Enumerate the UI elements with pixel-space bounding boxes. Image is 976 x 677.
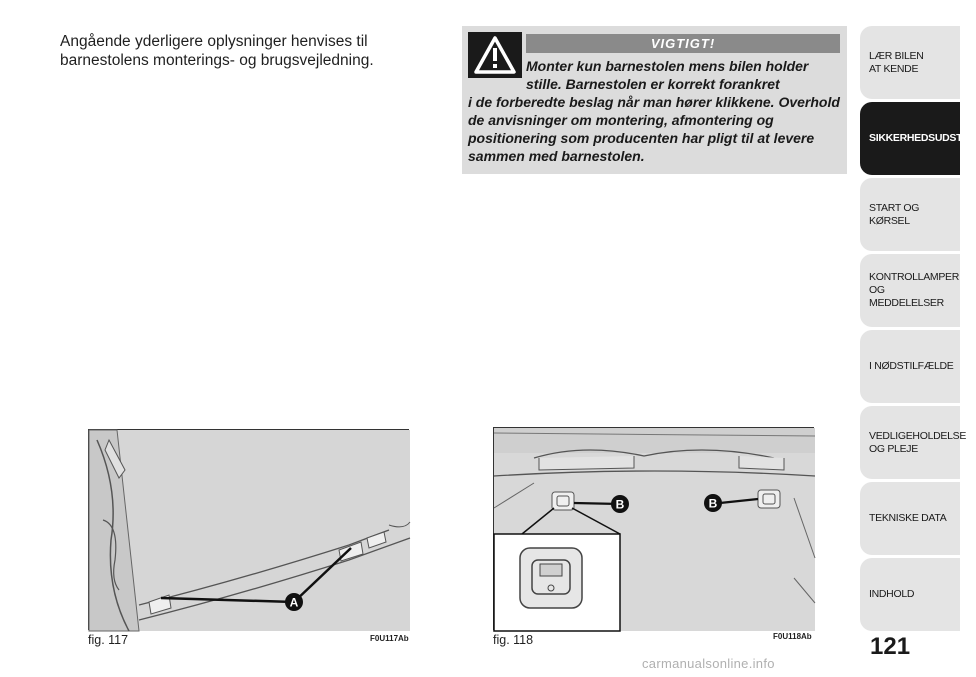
warning-box [462, 26, 847, 174]
tab-indhold[interactable]: INDHOLD [860, 558, 960, 631]
intro-text: Angående yderligere oplysninger henvises til barnestolens monterings- og brugsvejledning. [60, 33, 374, 69]
tab-kontrollamper-og-meddelelser[interactable]: KONTROLLAMPER OG MEDDELELSER [860, 254, 960, 327]
figure-117-caption: fig. 117 [88, 633, 129, 647]
warning-lead-text: Monter kun barnestolen mens bilen holder stille. Barnestolen er korrekt forankret [526, 58, 809, 92]
figure-117-code: F0U117Ab [370, 634, 409, 643]
warning-text [468, 57, 840, 165]
warning-header: VIGTIGT! [526, 34, 840, 53]
chapter-sidebar [860, 26, 976, 634]
tab-tekniske-data[interactable]: TEKNISKE DATA [860, 482, 960, 555]
page-number: 121 [870, 633, 911, 660]
figure-118 [493, 427, 814, 630]
tab-i-noedstilfaelde[interactable]: I NØDSTILFÆLDE [860, 330, 960, 403]
tab-sikkerhedsudstyr[interactable]: SIKKERHEDSUDSTYR [860, 102, 960, 175]
label-a: A [289, 595, 299, 610]
label-b-left: B [615, 497, 625, 512]
figure-117 [88, 429, 409, 630]
tab-laer-bilen-at-kende[interactable]: LÆR BILEN AT KENDE [860, 26, 960, 99]
watermark: carmanualsonline.info [642, 656, 775, 671]
figure-118-caption: fig. 118 [493, 633, 534, 647]
label-b-right: B [708, 496, 718, 511]
tab-vedligeholdelse-og-pleje[interactable]: VEDLIGEHOLDELSE OG PLEJE [860, 406, 960, 479]
warning-body-text: i de forberedte beslag når man hører klikkene. Overhold de anvisninger om montering, afmontering og positionering som producenten har pligt til at levere sammen med barnestolen. [468, 94, 840, 164]
tab-start-og-koersel[interactable]: START OG KØRSEL [860, 178, 960, 251]
figure-118-code: F0U118Ab [773, 632, 812, 641]
